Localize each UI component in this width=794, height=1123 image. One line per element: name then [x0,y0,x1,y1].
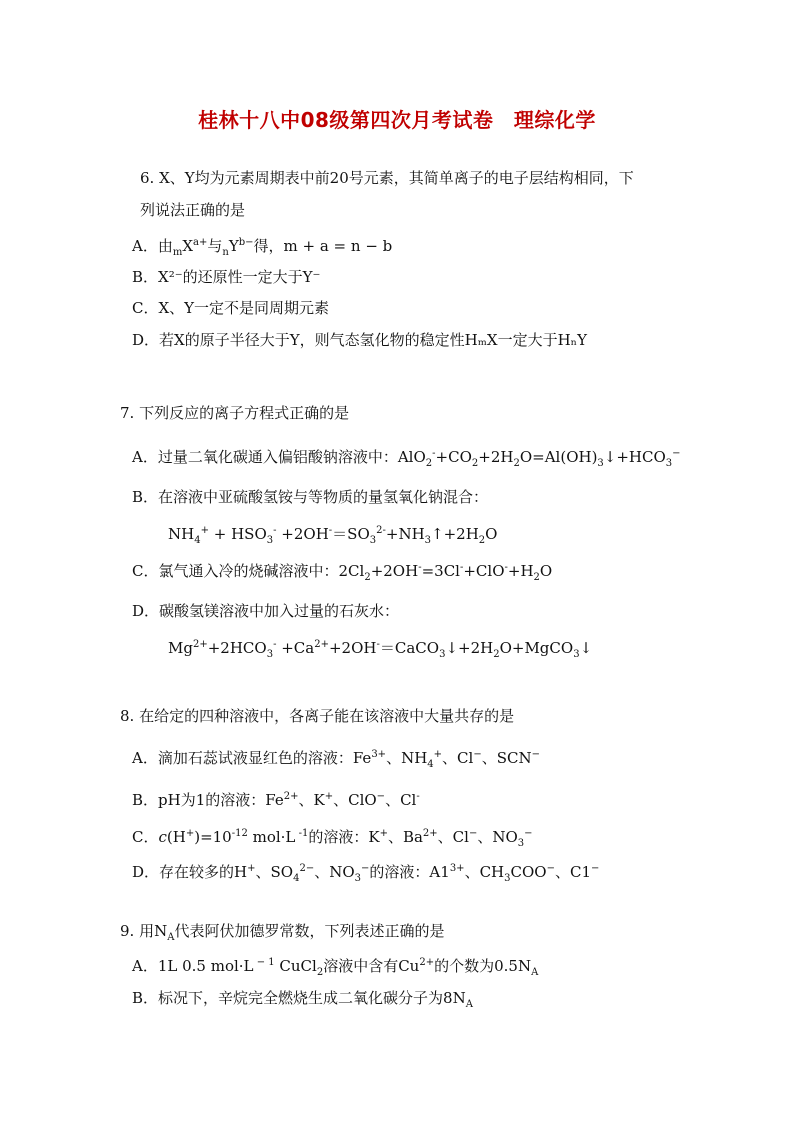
q6-option-b: B．X²⁻的还原性一定大于Y⁻ [132,268,321,286]
q7-stem: 7. 下列反应的离子方程式正确的是 [120,404,350,422]
q8-stem: 8. 在给定的四种溶液中，各离子能在该溶液中大量共存的是 [120,707,515,725]
q7-option-a: A．过量二氧化碳通入偏铝酸钠溶液中：$AlO_2^-+CO_2+2H_2O=Al(OH)_3↓+HCO_3^-$ [132,448,681,469]
q6-option-d: D．若X的原子半径大于Y，则气态氢化物的稳定性HₘX一定大于HₙY [132,331,588,349]
q8-option-b: B．pH为1的溶液：$Fe^{2+}$、K+、ClO−、Cl- [132,791,420,809]
q6-option-c: C．X、Y一定不是同周期元素 [132,299,330,317]
q7-option-c: C．氯气通入冷的烧碱溶液中：$2Cl_2+2OH^-=3Cl^-+ClO^-+H_2O$ [132,562,553,583]
q9-stem: 9. 用$N_A$代表阿伏加德罗常数，下列表述正确的是 [120,922,445,943]
q6-stem-line1: 6. X、Y均为元素周期表中前20号元素，其简单离子的电子层结构相同，下 [140,169,634,187]
q8-option-d: D．存在较多的H+、$SO_4^{2-}$、$NO_3^-$的溶液：$A1^{3+}$、$CH_3COO^-$、C1− [132,863,600,884]
q6-option-a: A．由$_mX^{a+}$与$_nY^{b-}$得，m + a = n − b [132,237,393,258]
page-title: 桂林十八中08级第四次月考试卷 理综化学 [198,108,596,132]
q7-option-d: D．碳酸氢镁溶液中加入过量的石灰水： [132,602,400,620]
q7-option-b-equation: $NH_4^+ + HSO_3^-$ $+2OH^-=SO_3^{2-}+NH_3↑+2H_2O$ [168,525,498,546]
q8-option-a: A．滴加石蕊试液显红色的溶液：$Fe^{3+}$、$NH_4^+$、Cl−、SCN− [132,749,540,770]
q8-option-c: C．$c(H^+)=10^{-12}$ mol·L $^{-1}$的溶液：K+、$Ba^{2+}$、Cl−、$NO_3^-$ [132,828,533,849]
q9-option-a: A．1L 0.5 mol·L $^{- 1}$ CuCl$_2$溶液中含有$Cu^{2+}$的个数为$0.5N_A$ [132,957,539,978]
q9-option-b: B．标况下，辛烷完全燃烧生成二氧化碳分子为$8N_A$ [132,989,473,1010]
q7-option-d-equation: $Mg^{2+}+2HCO_3^-$ $+Ca^{2+}+2OH^-=CaCO_3↓+2H_2O+MgCO_3↓$ [168,639,593,660]
q7-option-b: B．在溶液中亚硫酸氢铵与等物质的量氢氧化钠混合： [132,488,489,506]
q6-stem-line2: 列说法正确的是 [140,201,246,219]
